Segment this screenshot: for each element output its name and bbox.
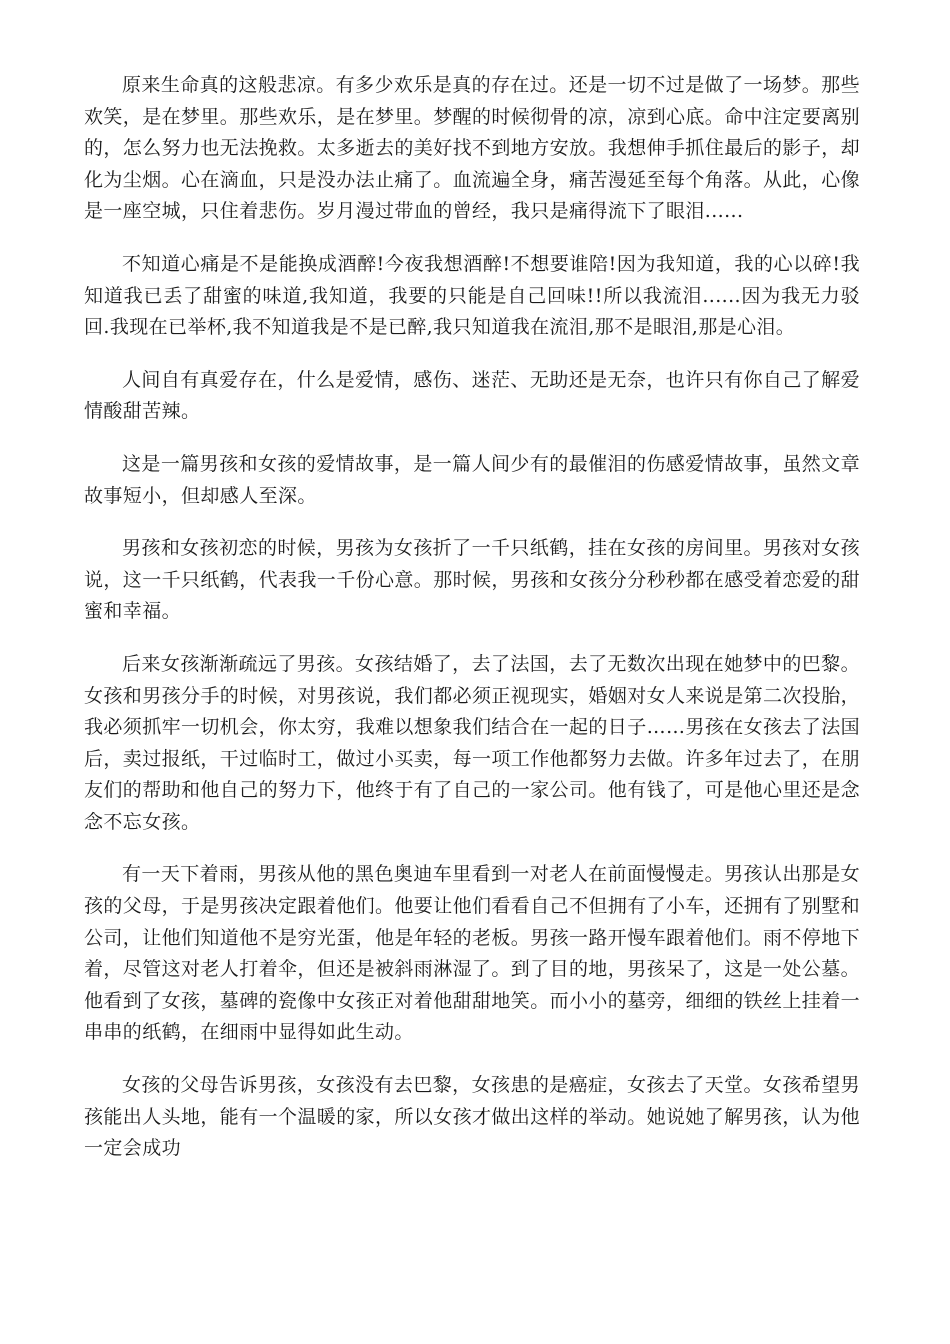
paragraph: 原来生命真的这般悲凉。有多少欢乐是真的存在过。还是一切不过是做了一场梦。那些欢笑，是在梦里。那些欢乐，是在梦里。梦醒的时候彻骨的凉，凉到心底。命中注定要离别的，怎么努力也无法挽救。太多逝去的美好找不到地方安放。我想伸手抓住最后的影子，却化为尘烟。心在滴血，只是没办法止痛了。血流遍全身，痛苦漫延至每个角落。从此，心像是一座空城，只住着悲伤。岁月漫过带血的曾经，我只是痛得流下了眼泪......: [84, 74, 861, 223]
paragraph: 后来女孩渐渐疏远了男孩。女孩结婚了，去了法国，去了无数次出现在她梦中的巴黎。女孩和男孩分手的时候，对男孩说，我们都必须正视现实，婚姻对女人来说是第二次投胎，我必须抓牢一切机会，你太穷，我难以想象我们结合在一起的日子……男孩在女孩去了法国后，卖过报纸，干过临时工，做过小买卖，每一项工作他都努力去做。许多年过去了，在朋友们的帮助和他自己的努力下，他终于有了自己的一家公司。他有钱了，可是他心里还是念念不忘女孩。: [84, 652, 861, 833]
paragraph: 男孩和女孩初恋的时候，男孩为女孩折了一千只纸鹤，挂在女孩的房间里。男孩对女孩说，这一千只纸鹤，代表我一千份心意。那时候，男孩和女孩分分秒秒都在感受着恋爱的甜蜜和幸福。: [84, 537, 861, 623]
paragraph: 这是一篇男孩和女孩的爱情故事，是一篇人间少有的最催泪的伤感爱情故事，虽然文章故事短小，但却感人至深。: [84, 452, 860, 507]
paragraph: 人间自有真爱存在，什么是爱情，感伤、迷茫、无助还是无奈，也许只有你自己了解爱情酸甜苦辣。: [84, 368, 860, 423]
paragraph: 有一天下着雨，男孩从他的黑色奥迪车里看到一对老人在前面慢慢走。男孩认出那是女孩的父母，于是男孩决定跟着他们。他要让他们看看自己不但拥有了小车，还拥有了别墅和公司，让他们知道他不是穷光蛋，他是年轻的老板。男孩一路开慢车跟着他们。雨不停地下着，尽管这对老人打着伞，但还是被斜雨淋湿了。到了目的地，男孩呆了，这是一处公墓。他看到了女孩，墓碑的瓷像中女孩正对着他甜甜地笑。而小小的墓旁，细细的铁丝上挂着一串串的纸鹤，在细雨中显得如此生动。: [84, 863, 861, 1044]
paragraph: 女孩的父母告诉男孩，女孩没有去巴黎，女孩患的是癌症，女孩去了天堂。女孩希望男孩能出人头地，能有一个温暖的家，所以女孩才做出这样的举动。她说她了解男孩，认为他一定会成功: [84, 1074, 861, 1160]
document-page: [84, 70, 860, 1186]
paragraph: 不知道心痛是不是能换成酒醉!今夜我想酒醉!不想要谁陪!因为我知道，我的心以碎!我知道我已丢了甜蜜的味道,我知道，我要的只能是自己回味!!所以我流泪......因为我无力驳回.我现在已举杯,我不知道我是不是已醉,我只知道我在流泪,那不是眼泪,那是心泪。: [84, 252, 860, 339]
